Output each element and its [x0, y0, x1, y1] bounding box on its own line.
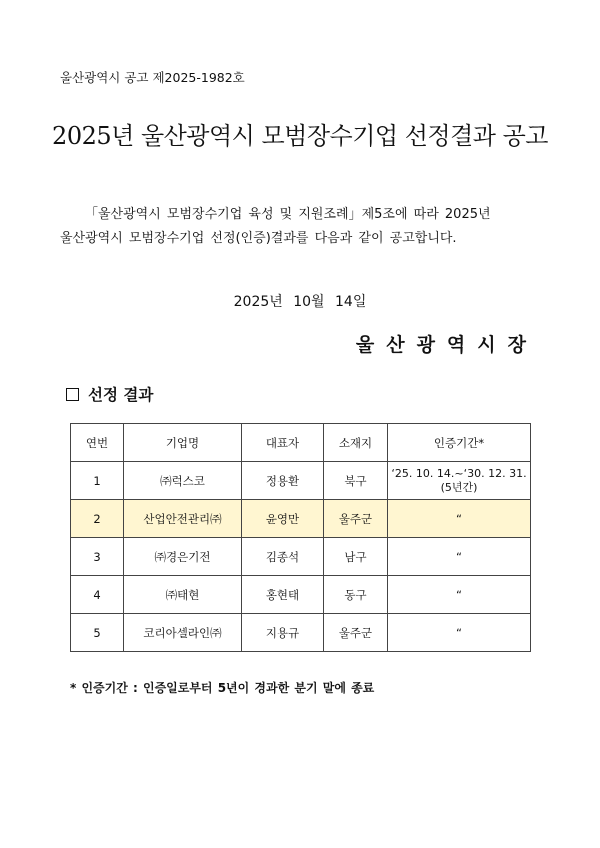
cell-no: 3: [71, 538, 124, 576]
cell-period: “: [388, 500, 531, 538]
announcement-date: 2025년 10월 14일: [233, 294, 367, 310]
paragraph-line-1: 「울산광역시 모범장수기업 육성 및 지원조례」제5조에 따라 2025년: [85, 207, 491, 222]
cell-ceo: 김종석: [242, 538, 324, 576]
checkbox-icon: [66, 388, 79, 401]
period-note: (5년간): [440, 480, 478, 494]
table-row: [71, 462, 531, 500]
cell-location: 울주군: [324, 614, 388, 652]
cell-ceo: 지용규: [242, 614, 324, 652]
page-title: 2025년 울산광역시 모범장수기업 선정결과 공고: [52, 122, 548, 150]
results-table: [70, 423, 531, 652]
cell-company: ㈜경은기전: [124, 538, 242, 576]
cell-company: 코리아셀라인㈜: [124, 614, 242, 652]
cell-location: 남구: [324, 538, 388, 576]
paragraph-line-2: 울산광역시 모범장수기업 선정(인증)결과를 다음과 같이 공고합니다.: [60, 231, 457, 246]
cell-ceo: 정용환: [242, 462, 324, 500]
cell-company: ㈜태현: [124, 576, 242, 614]
header-period: 인증기간*: [388, 424, 531, 462]
cell-ceo: 윤영만: [242, 500, 324, 538]
cell-no: 1: [71, 462, 124, 500]
cell-period: “: [388, 614, 531, 652]
cell-no: 2: [71, 500, 124, 538]
header-location: 소재지: [324, 424, 388, 462]
footnote: * 인증기간 : 인증일로부터 5년이 경과한 분기 말에 종료: [70, 681, 375, 695]
header-company: 기업명: [124, 424, 242, 462]
cell-no: 5: [71, 614, 124, 652]
section-title: 선정 결과: [88, 386, 154, 404]
cell-period: “: [388, 538, 531, 576]
cell-location: 북구: [324, 462, 388, 500]
section-heading: [66, 383, 153, 405]
cell-ceo: 홍현태: [242, 576, 324, 614]
cell-company: 산업안전관리㈜: [124, 500, 242, 538]
cell-no: 4: [71, 576, 124, 614]
cell-location: 울주군: [324, 500, 388, 538]
announcement-paragraph: [60, 203, 543, 251]
header-ceo: 대표자: [242, 424, 324, 462]
table-row: [71, 576, 531, 614]
notice-number: 울산광역시 공고 제2025-1982호: [60, 70, 245, 85]
cell-company: ㈜럭스코: [124, 462, 242, 500]
table-row: [71, 500, 531, 538]
table-row: [71, 614, 531, 652]
cell-period: “: [388, 576, 531, 614]
signer: 울산광역시장: [355, 334, 538, 356]
period-range: ‘25. 10. 14.~‘30. 12. 31.: [391, 466, 527, 480]
cell-period: [388, 462, 531, 500]
cell-location: 동구: [324, 576, 388, 614]
table-row: [71, 538, 531, 576]
header-no: 연번: [71, 424, 124, 462]
table-header-row: [71, 424, 531, 462]
